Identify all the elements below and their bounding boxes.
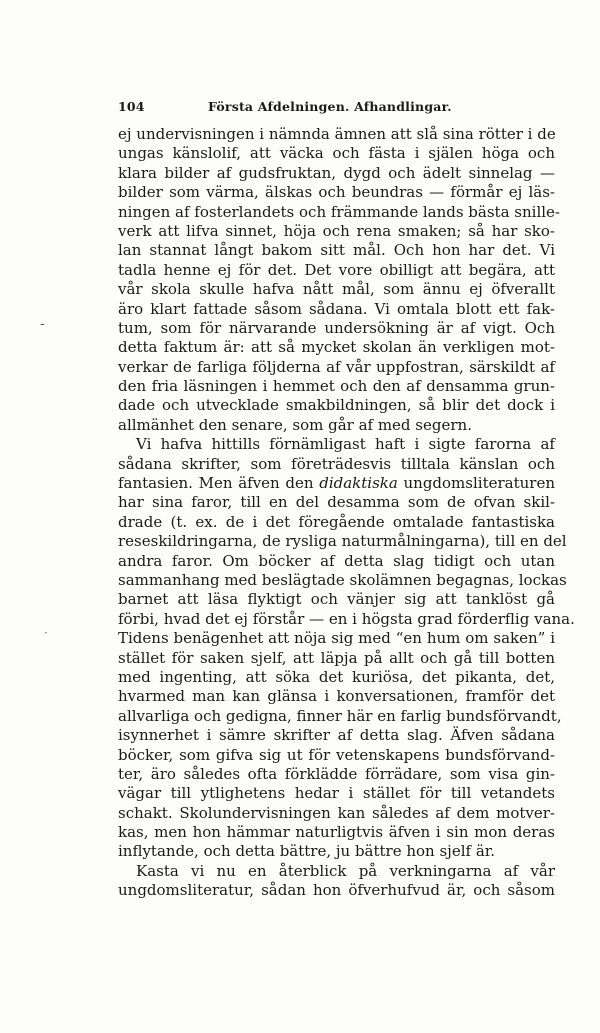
running-title: Första Afdelningen. Afhandlingar. bbox=[208, 99, 452, 114]
text-line: stället för saken sjelf, att läpja på allt och gå till botten bbox=[118, 648, 555, 667]
text-line: sammanhang med beslägtade skolämnen begagnas, lockas bbox=[118, 570, 567, 589]
text-line: dade och utvecklade smakbildningen, så blir det dock i bbox=[118, 396, 555, 415]
text-line: den fria läsningen i hemmet och den af densamma grun- bbox=[118, 377, 555, 396]
text-line: ningen af fosterlandets och främmande lands bästa snille- bbox=[118, 202, 560, 221]
page-header bbox=[118, 99, 488, 117]
body-text bbox=[118, 125, 575, 901]
text-segment: fantasien. Men äfven den bbox=[118, 474, 320, 493]
text-line: ungas känslolif, att väcka och fästa i själen höga och bbox=[118, 144, 555, 163]
paragraph-end-line: inflytande, och detta bättre, ju bättre hon sjelf är. bbox=[118, 842, 496, 861]
text-line: isynnerhet i sämre skrifter af detta slag. Äfven sådana bbox=[118, 726, 555, 745]
text-line: sådana skrifter, som företrädesvis tilltala känslan och bbox=[118, 454, 555, 473]
paragraph-start-line: Vi hafva hittills förnämligast haft i sigte farorna af bbox=[136, 435, 555, 454]
text-line: klara bilder af gudsfruktan, dygd och ädelt sinnelag — bbox=[118, 163, 555, 182]
page-number: 104 bbox=[118, 99, 145, 114]
paragraph-end-line: allmänhet den senare, som går af med segern. bbox=[118, 415, 472, 434]
text-line: har sina faror, till en del desamma som de ofvan skil- bbox=[118, 493, 555, 512]
text-line: ungdomsliteratur, sådan hon öfverhufvud är, och såsom bbox=[118, 881, 555, 900]
text-line: bilder som värma, älskas och beundras — förmår ej läs- bbox=[118, 183, 555, 202]
text-segment: ungdomsliteraturen bbox=[397, 474, 555, 493]
text-line: allvarliga och gedigna, finner här en farlig bundsförvandt, bbox=[118, 706, 562, 725]
text-line-with-italic bbox=[118, 474, 555, 493]
text-line: lan stannat långt bakom sitt mål. Och hon har det. Vi bbox=[118, 241, 555, 260]
text-line: schakt. Skolundervisningen kan således af dem motver- bbox=[118, 803, 555, 822]
paragraph-start-line: Kasta vi nu en återblick på verkningarna af vår bbox=[136, 861, 555, 880]
margin-mark-dash: - bbox=[40, 316, 45, 332]
text-line: drade (t. ex. de i det föregående omtalade fantastiska bbox=[118, 512, 555, 531]
text-line: med ingenting, att söka det kuriösa, det pikanta, det, bbox=[118, 667, 555, 686]
text-line: Tidens benägenhet att nöja sig med “en hum om saken” i bbox=[118, 629, 555, 648]
text-line: detta faktum är: att så mycket skolan än verkligen mot- bbox=[118, 338, 555, 357]
text-line: andra faror. Om böcker af detta slag tidigt och utan bbox=[118, 551, 555, 570]
text-line: reseskildringarna, de rysliga naturmålningarna), till en del bbox=[118, 532, 567, 551]
text-line: förbi, hvad det ej förstår — en i högsta grad förderflig vana. bbox=[118, 609, 575, 628]
margin-mark-dot: · bbox=[44, 626, 48, 640]
text-line: äro klart fattade såsom sådana. Vi omtala blott ett fak- bbox=[118, 299, 555, 318]
text-line: tum, som för närvarande undersökning är af vigt. Och bbox=[118, 318, 555, 337]
italic-term: didaktiska bbox=[319, 474, 398, 493]
text-line: vår skola skulle hafva nått mål, som ännu ej öfverallt bbox=[118, 280, 555, 299]
text-line: böcker, som gifva sig ut för vetenskapens bundsförvand- bbox=[118, 745, 555, 764]
text-line: verkar de farliga följderna af vår uppfostran, särskildt af bbox=[118, 357, 555, 376]
text-line: hvarmed man kan glänsa i konversationen, framför det bbox=[118, 687, 555, 706]
text-line: verk att lifva sinnet, höja och rena smaken; så har sko- bbox=[118, 221, 555, 240]
text-line: ter, äro således ofta förklädde förrädare, som visa gin- bbox=[118, 764, 555, 783]
text-line: vägar till ytlighetens hedar i stället för till vetandets bbox=[118, 784, 555, 803]
text-line: ej undervisningen i nämnda ämnen att slå sina rötter i de bbox=[118, 125, 556, 143]
text-line: barnet att läsa flyktigt och vänjer sig att tanklöst gå bbox=[118, 590, 555, 609]
text-line: tadla henne ej för det. Det vore obilligt att begära, att bbox=[118, 260, 555, 279]
text-line: kas, men hon hämmar naturligtvis äfven i sin mon deras bbox=[118, 823, 555, 842]
